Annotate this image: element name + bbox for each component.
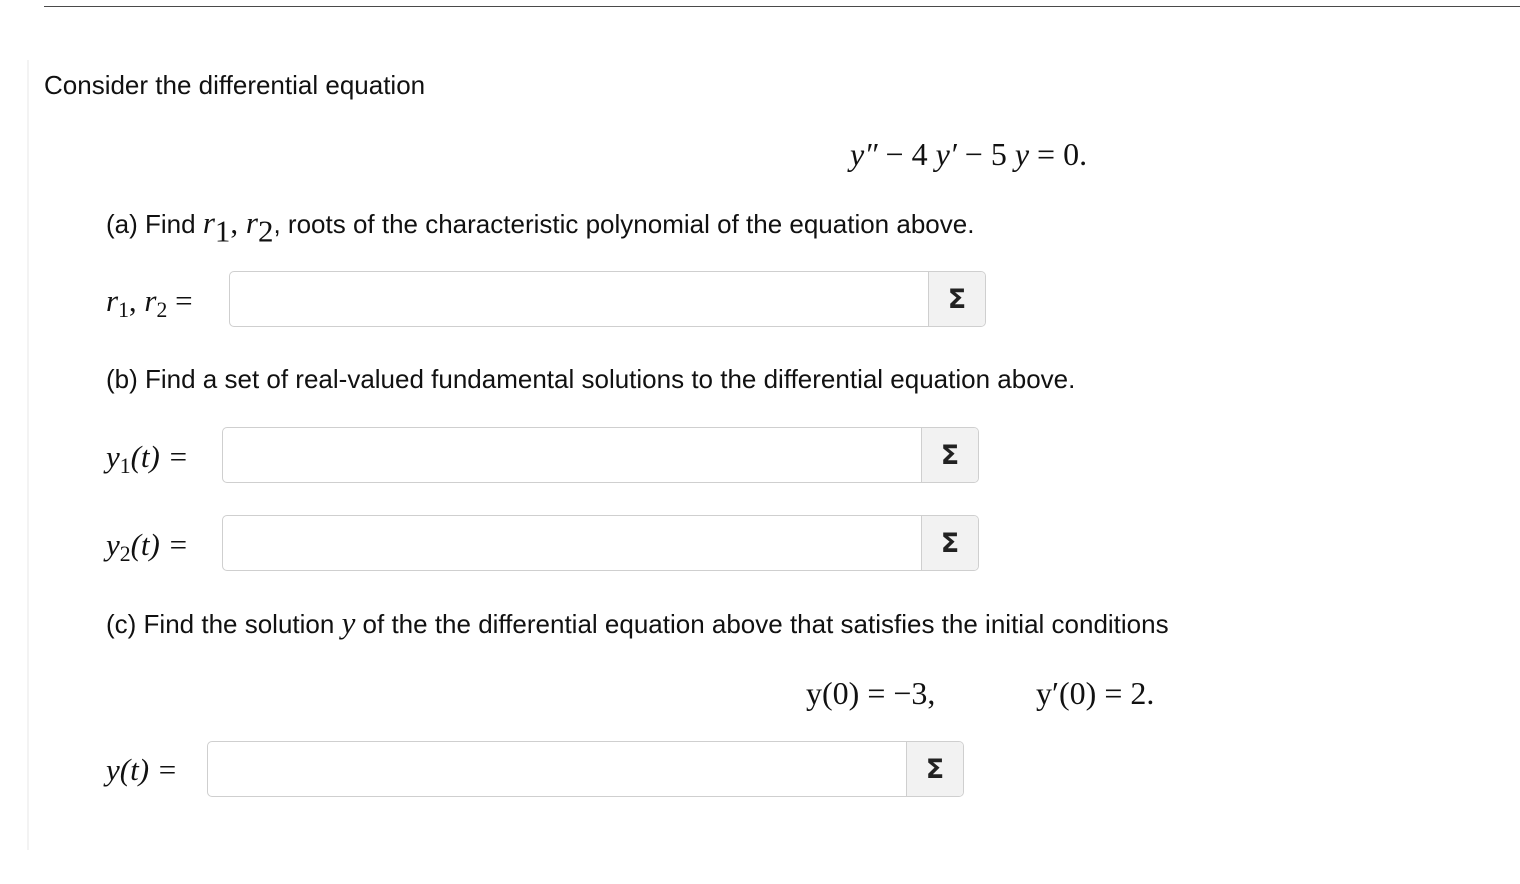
y-answer-box bbox=[207, 741, 964, 797]
initial-condition-1: y(0) = −3, bbox=[806, 675, 936, 711]
part-a-r2-sub: 2 bbox=[257, 213, 274, 249]
y2-answer-box bbox=[222, 515, 979, 571]
y2-label-rest: (t) = bbox=[130, 527, 189, 562]
part-c-var: y bbox=[341, 605, 356, 640]
y2-label bbox=[106, 525, 189, 565]
r1-r2-label bbox=[106, 281, 193, 321]
part-c-suffix: of the the differential equation above that satisfies the initial conditions bbox=[355, 609, 1169, 639]
r1-r2-label-r2: r bbox=[144, 283, 157, 318]
part-c-prefix: (c) Find the solution bbox=[106, 609, 342, 639]
roots-answer-box bbox=[229, 271, 986, 327]
r1-r2-label-comma: , bbox=[128, 283, 145, 318]
part-a-prompt bbox=[106, 205, 975, 249]
y-t-label: y(t) = bbox=[106, 752, 178, 787]
part-a-suffix: , roots of the characteristic polynomial of the equation above. bbox=[273, 209, 975, 239]
part-a-r2: r bbox=[245, 205, 258, 240]
r1-r2-label-r2-sub: 2 bbox=[156, 298, 168, 323]
panel-left-border bbox=[27, 60, 29, 850]
initial-condition-2: y′(0) = 2. bbox=[1036, 675, 1155, 711]
y-input[interactable] bbox=[208, 742, 907, 796]
y1-label bbox=[106, 437, 189, 477]
main-equation bbox=[850, 134, 1087, 174]
y2-label-sub: 2 bbox=[119, 542, 131, 567]
r1-r2-label-equals: = bbox=[167, 283, 193, 318]
intro-text: Consider the differential equation bbox=[44, 70, 426, 100]
eq-minus-4: − 4 bbox=[877, 136, 936, 172]
eq-y-double-prime: y″ bbox=[850, 136, 878, 172]
y1-input[interactable] bbox=[223, 428, 922, 482]
r1-r2-label-r1: r bbox=[106, 283, 119, 318]
part-a-r1: r bbox=[202, 205, 215, 240]
part-a-r1-sub: 1 bbox=[214, 213, 231, 249]
part-c-prompt bbox=[106, 607, 1169, 640]
eq-minus-5: − 5 bbox=[956, 136, 1015, 172]
part-a-sep: , bbox=[230, 205, 246, 240]
top-divider bbox=[44, 6, 1520, 7]
y1-sigma-button[interactable]: Σ bbox=[922, 428, 978, 482]
part-b-prompt: (b) Find a set of real-valued fundamental solutions to the differential equation above. bbox=[106, 364, 1076, 394]
y1-label-sub: 1 bbox=[119, 454, 131, 479]
y1-answer-box bbox=[222, 427, 979, 483]
part-a-prefix: (a) Find bbox=[106, 209, 203, 239]
y1-label-rest: (t) = bbox=[130, 439, 189, 474]
roots-input[interactable] bbox=[230, 272, 929, 326]
r1-r2-label-r1-sub: 1 bbox=[118, 298, 129, 323]
eq-y: y bbox=[1014, 136, 1030, 172]
y2-label-y: y bbox=[106, 527, 120, 562]
eq-y-prime: y′ bbox=[935, 136, 957, 172]
y1-label-y: y bbox=[106, 439, 120, 474]
y-sigma-button[interactable]: Σ bbox=[907, 742, 963, 796]
roots-sigma-button[interactable]: Σ bbox=[929, 272, 985, 326]
y2-sigma-button[interactable]: Σ bbox=[922, 516, 978, 570]
y2-input[interactable] bbox=[223, 516, 922, 570]
eq-equals-zero: = 0. bbox=[1029, 136, 1088, 172]
